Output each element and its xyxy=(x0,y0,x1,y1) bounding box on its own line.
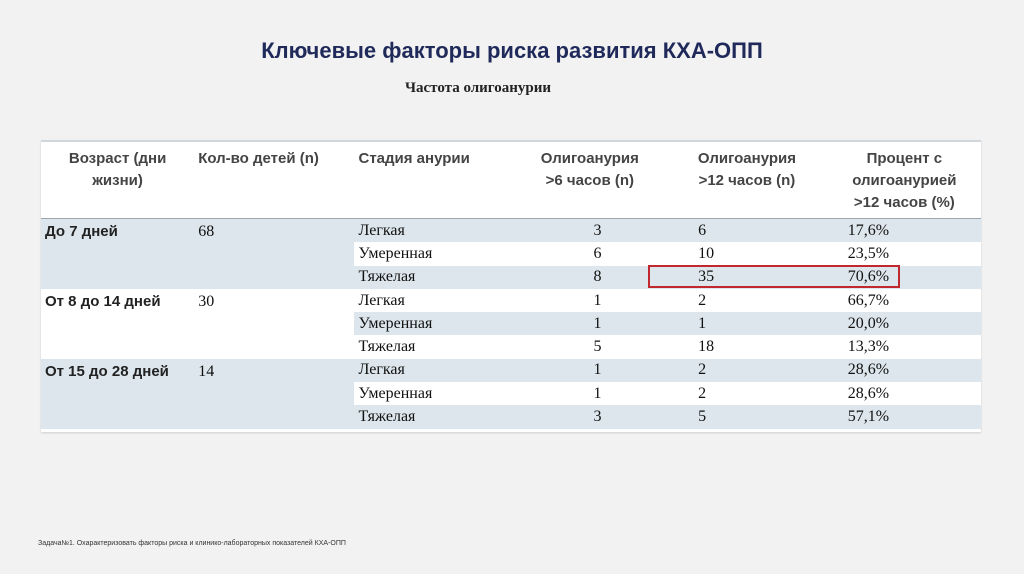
cell-olig6: 1 xyxy=(514,312,667,335)
header-pct-line1: Процент с xyxy=(866,150,943,167)
header-olig12-line2: >12 часов (n) xyxy=(698,172,796,189)
header-age-line2: жизни) xyxy=(92,172,143,189)
cell-olig12: 5 xyxy=(666,405,828,428)
header-pct xyxy=(828,142,981,219)
header-stage xyxy=(354,142,513,219)
group-count: 68 xyxy=(194,219,354,289)
cell-olig6: 8 xyxy=(514,266,667,289)
cell-olig12: 2 xyxy=(666,359,828,382)
header-count xyxy=(194,142,354,219)
cell-olig6: 3 xyxy=(514,405,667,428)
cell-pct: 23,5% xyxy=(828,242,981,265)
cell-pct: 28,6% xyxy=(828,359,981,382)
group-age: От 15 до 28 дней xyxy=(41,359,194,429)
cell-pct: 13,3% xyxy=(828,335,981,358)
cell-stage: Тяжелая xyxy=(354,266,513,289)
cell-olig6: 1 xyxy=(514,289,667,312)
cell-olig12: 10 xyxy=(666,242,828,265)
cell-stage: Легкая xyxy=(354,219,513,243)
cell-olig12: 2 xyxy=(666,382,828,405)
header-age xyxy=(41,142,194,219)
cell-stage: Легкая xyxy=(354,359,513,382)
cell-olig12: 2 xyxy=(666,289,828,312)
group-count: 14 xyxy=(194,359,354,429)
cell-stage: Умеренная xyxy=(354,242,513,265)
cell-stage: Тяжелая xyxy=(354,335,513,358)
slide-subtitle: Частота олигоанурии xyxy=(405,80,552,96)
header-olig12 xyxy=(666,142,828,219)
cell-olig6: 5 xyxy=(514,335,667,358)
header-pct-line3: >12 часов (%) xyxy=(853,194,955,211)
table-row xyxy=(41,219,981,243)
cell-olig6: 6 xyxy=(514,242,667,265)
cell-olig12: 6 xyxy=(666,219,828,243)
cell-pct: 20,0% xyxy=(828,312,981,335)
cell-olig12: 1 xyxy=(666,312,828,335)
header-olig6-line2: >6 часов (n) xyxy=(545,172,635,189)
cell-stage: Умеренная xyxy=(354,312,513,335)
header-olig6-line1: Олигоанурия xyxy=(540,150,639,167)
highlight-box xyxy=(648,265,900,288)
cell-olig6: 3 xyxy=(514,219,667,243)
cell-olig6: 1 xyxy=(514,359,667,382)
header-stage-label: Стадия анурии xyxy=(358,150,470,167)
group-age: До 7 дней xyxy=(41,219,194,289)
group-age: От 8 до 14 дней xyxy=(41,289,194,359)
table-row xyxy=(41,289,981,312)
slide-title: Ключевые факторы риска развития КХА-ОПП xyxy=(261,38,763,63)
cell-pct: 70,6% xyxy=(828,266,981,289)
cell-olig12: 35 xyxy=(666,266,828,289)
header-pct-line2: олигоанурией xyxy=(852,172,957,189)
cell-olig12: 18 xyxy=(666,335,828,358)
header-age-line1: Возраст (дни xyxy=(68,150,167,167)
table-header-row xyxy=(41,142,981,219)
group-count: 30 xyxy=(194,289,354,359)
cell-pct: 57,1% xyxy=(828,405,981,428)
table-row xyxy=(41,359,981,382)
cell-pct: 28,6% xyxy=(828,382,981,405)
cell-stage: Тяжелая xyxy=(354,405,513,428)
cell-stage: Умеренная xyxy=(354,382,513,405)
header-olig6 xyxy=(514,142,667,219)
footnote: Задача№1. Охарактеризовать факторы риска и клинико-лабораторных показателей КХА-ОПП xyxy=(38,540,346,547)
header-olig12-line1: Олигоанурия xyxy=(697,150,796,167)
cell-stage: Легкая xyxy=(354,289,513,312)
header-count-label: Кол-во детей (n) xyxy=(198,150,319,167)
cell-olig6: 1 xyxy=(514,382,667,405)
cell-pct: 17,6% xyxy=(828,219,981,243)
cell-pct: 66,7% xyxy=(828,289,981,312)
